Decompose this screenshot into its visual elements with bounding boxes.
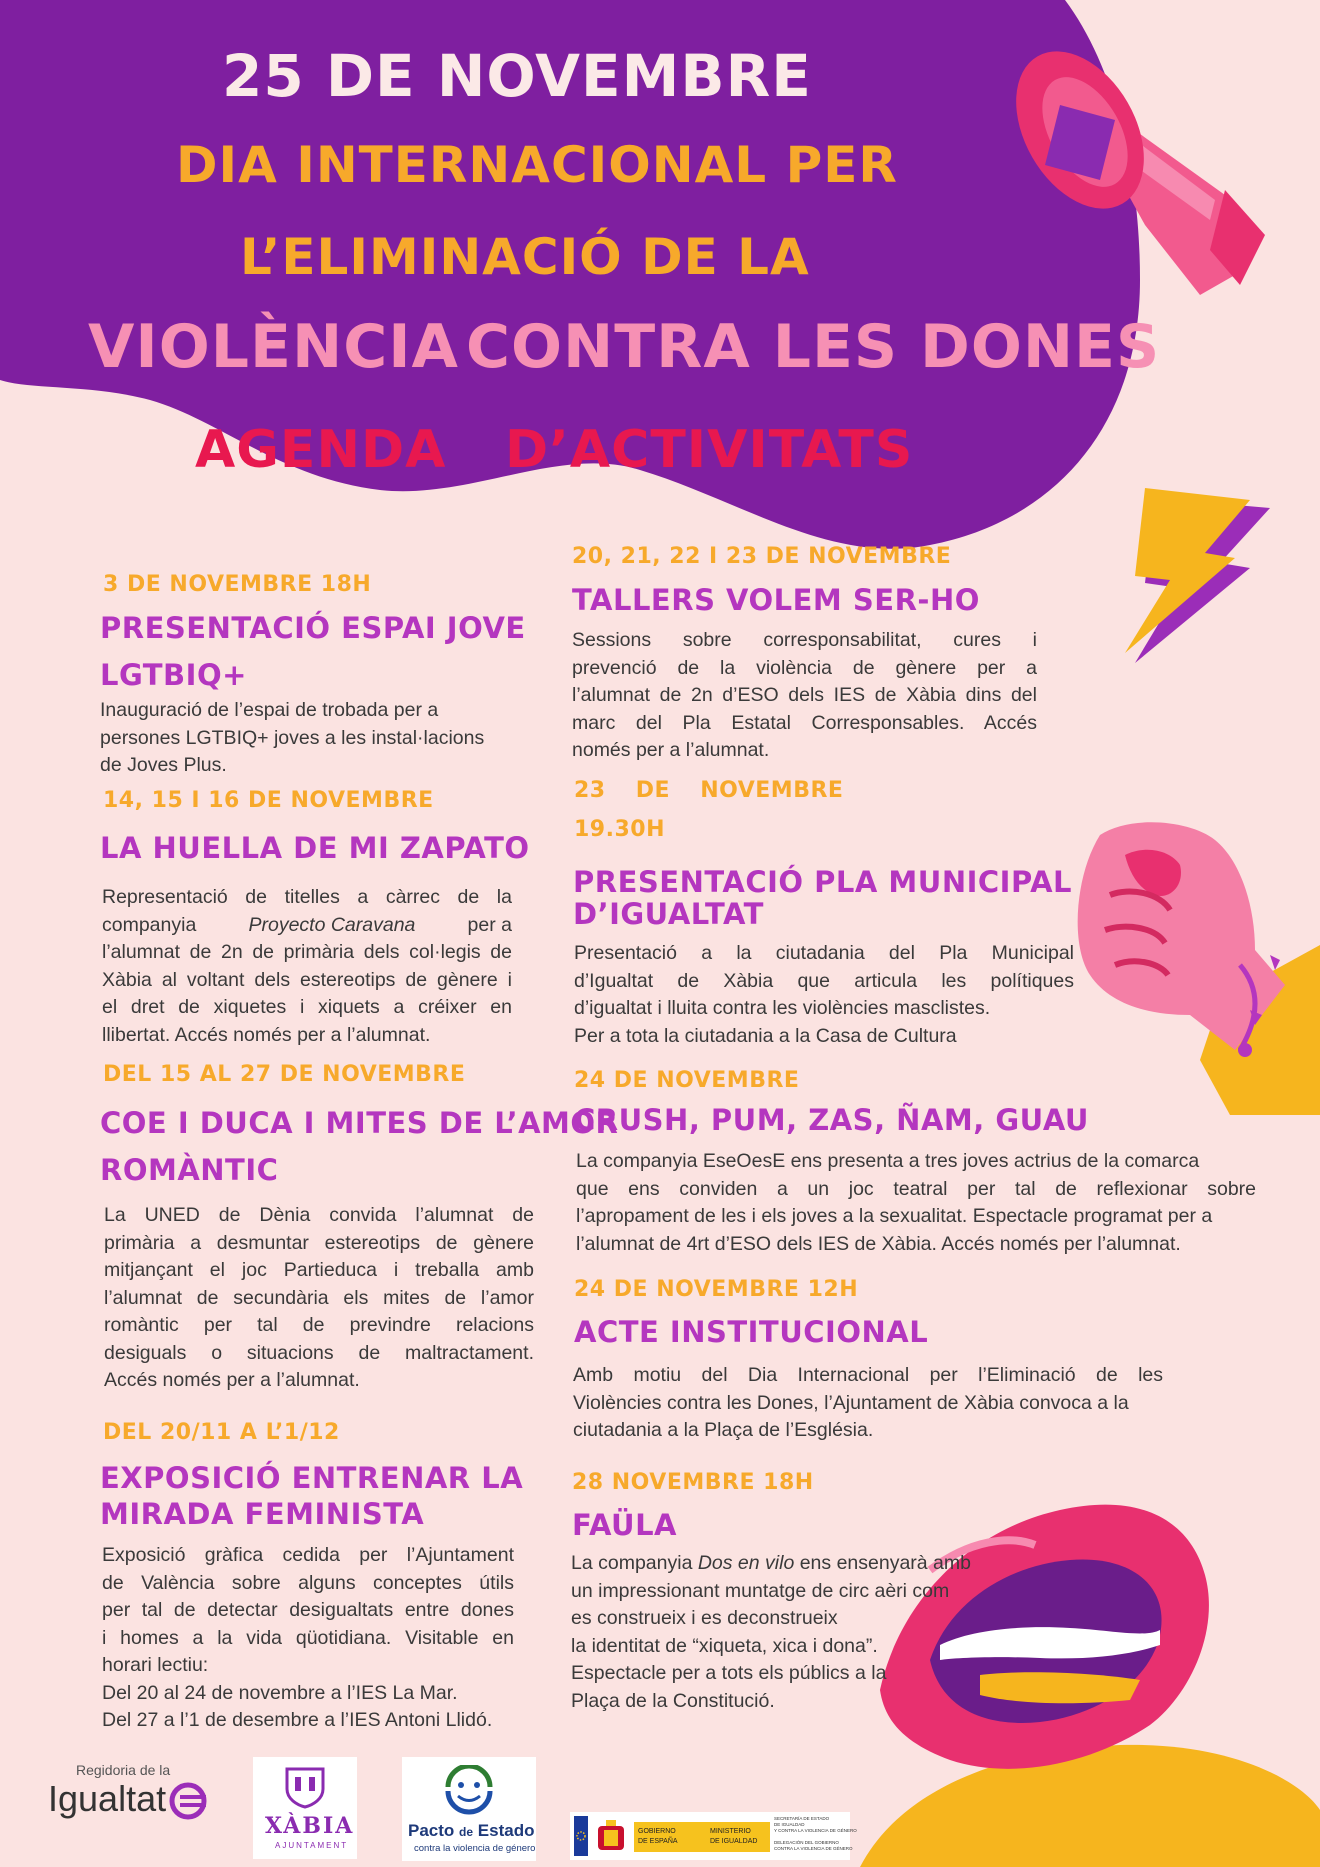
event-date: 24 DE NOVEMBRE (574, 1068, 800, 1093)
description-line: marc del Pla Estatal Corresponsables. Accés (572, 711, 1037, 734)
description-line: prevenció de la violència de gènere per a (572, 656, 1037, 679)
description-line: d’Igualtat de Xàbia que articula les polítiques (574, 969, 1074, 992)
eu-flag-icon (574, 1816, 588, 1856)
event-description (104, 1202, 534, 1395)
description-line: que ens conviden a un joc teatral per tal de reflexionar sobre (576, 1177, 1256, 1200)
description-line (102, 912, 512, 940)
description-line: Del 27 a l’1 de desembre a l’IES Antoni Llidó. (102, 1709, 493, 1731)
description-line: i homes a la vida qüotidiana. Visitable en (102, 1626, 514, 1649)
header-title-contra: CONTRA LES DONES (466, 312, 1161, 382)
logo-text: Pacto (408, 1821, 455, 1840)
event-date: 14, 15 I 16 DE NOVEMBRE (103, 788, 434, 813)
description-line: Accés només per a l’alumnat. (104, 1369, 360, 1391)
logo-text: DE ESPAÑA (638, 1838, 678, 1845)
header-title-line1: DIA INTERNACIONAL PER (176, 136, 898, 194)
logo-text: SECRETARÍA DE ESTADO (774, 1816, 830, 1821)
description-line: Per a tota la ciutadania a la Casa de Cultura (574, 1024, 957, 1047)
gobierno-espana-logo (570, 1812, 857, 1860)
pacto-smile-icon (440, 1765, 498, 1817)
header-title-violencia: VIOLÈNCIA (88, 312, 459, 382)
logo-text: Estado (477, 1821, 535, 1840)
event-date: DEL 20/11 A L’1/12 (103, 1420, 340, 1445)
company-name: Dos en vilo (697, 1552, 795, 1574)
event-date: 23 DE NOVEMBRE (574, 778, 844, 803)
description-line (571, 1550, 1011, 1578)
description-text: companyia (102, 913, 197, 936)
description-line: Del 20 al 24 de novembre a l’IES La Mar. (102, 1681, 458, 1704)
event-title: PRESENTACIÓ ESPAI JOVE (100, 611, 526, 645)
description-line: per tal de detectar desigualtats entre dones (102, 1599, 514, 1621)
logo-text: DE IGUALDAD (774, 1822, 805, 1827)
lightning-icon (1110, 488, 1285, 668)
event-title: ROMÀNTIC (100, 1153, 279, 1187)
description-line: horari lectiu: (102, 1654, 209, 1676)
description-line: llibertat. Accés només per a l’alumnat. (102, 1023, 431, 1046)
logo-text: XÀBIA (265, 1813, 355, 1839)
description-line: l’alumnat de 4rt d’ESO dels IES de Xàbia. Accés només per l’alumnat. (576, 1232, 1181, 1255)
event-description (102, 884, 512, 1049)
description-line: de València sobre alguns conceptes útils (102, 1571, 514, 1594)
description-line: només per a l’alumnat. (572, 739, 770, 761)
description-line: es construeix i es deconstrueix (571, 1607, 838, 1629)
event-description (573, 1362, 1163, 1445)
event-description (571, 1550, 1011, 1715)
logo-text (408, 1821, 534, 1841)
description-line: Representació de titelles a càrrec de la (102, 886, 512, 908)
description-text: La companyia (571, 1552, 698, 1574)
description-line: d’igualtat i lluita contra les violències masclistes. (574, 997, 991, 1019)
description-line: Sessions sobre corresponsabilitat, cures i (572, 629, 1037, 651)
description-line: persones LGTBIQ+ joves a les instal·lacions (100, 726, 485, 749)
event-title: PRESENTACIÓ PLA MUNICIPAL (573, 865, 1072, 899)
event-description (572, 627, 1037, 765)
header-title-line2: L’ELIMINACIÓ DE LA (240, 228, 810, 286)
description-line: Presentació a la ciutadania del Pla Municipal (574, 942, 1074, 964)
logo-text: de (459, 1825, 474, 1839)
event-description (576, 1148, 1256, 1258)
description-line: La UNED de Dènia convida l’alumnat de (104, 1204, 534, 1226)
xabia-shield-icon (283, 1765, 327, 1809)
description-line: mitjançant el joc Partieduca i treballa amb (104, 1259, 534, 1281)
description-line: Xàbia al voltant dels estereotips de gènere i (102, 968, 512, 991)
event-date: 28 NOVEMBRE 18H (572, 1470, 814, 1495)
megaphone-icon (995, 20, 1295, 310)
description-line: l’alumnat de 2n d’ESO dels IES de Xàbia dins del (572, 684, 1037, 706)
agenda-label: AGENDA (195, 420, 447, 480)
description-line: ciutadania a la Plaça de l’Església. (573, 1419, 874, 1441)
event-title: CRUSH, PUM, ZAS, ÑAM, GUAU (574, 1103, 1089, 1137)
gobierno-block (634, 1822, 700, 1852)
description-line: l’alumnat de secundària els mites de l’amor (104, 1286, 534, 1309)
logo-text: contra la violencia de género (414, 1843, 536, 1854)
event-description (102, 1542, 514, 1735)
activitats-label: D’ACTIVITATS (505, 420, 914, 480)
description-line: romàntic per tal de previndre relacions (104, 1314, 534, 1336)
logo-text: DE IGUALDAD (710, 1838, 758, 1845)
description-line: de Joves Plus. (100, 754, 227, 776)
event-title: EXPOSICIÓ ENTRENAR LA (100, 1461, 524, 1495)
logo-text: Igualtat (48, 1778, 167, 1819)
event-title: TALLERS VOLEM SER-HO (572, 583, 980, 617)
event-time: 19.30H (574, 817, 665, 842)
igualtat-symbol-icon (168, 1782, 210, 1820)
description-line: La companyia EseOesE ens presenta a tres joves actrius de la comarca (576, 1150, 1200, 1172)
description-line: la identitat de “xiqueta, xica i dona”. (571, 1634, 878, 1657)
logo-text: CONTRA LA VIOLENCIA DE GÉNERO (774, 1846, 853, 1851)
description-text: per a (467, 913, 512, 936)
event-title: LA HUELLA DE MI ZAPATO (100, 831, 530, 865)
event-date: 24 DE NOVEMBRE 12H (574, 1277, 859, 1302)
description-line: primària a desmuntar estereotips de gènere (104, 1231, 534, 1254)
description-line: un impressionant muntatge de circ aèri com (571, 1579, 950, 1602)
ministerio-block (700, 1822, 770, 1852)
logo-text: AJUNTAMENT (275, 1841, 349, 1850)
logo-text: Regidoria de la (76, 1762, 171, 1778)
event-description (574, 940, 1074, 1050)
description-line: l’alumnat de 2n de primària dels col·legis de (102, 941, 512, 963)
logo-text: MINISTERIO (710, 1828, 751, 1835)
event-title: D’IGUALTAT (573, 897, 764, 931)
description-line: Inauguració de l’espai de trobada per a (100, 699, 439, 721)
description-line: Espectacle per a tots els públics a la (571, 1662, 887, 1684)
coat-of-arms-icon (594, 1818, 628, 1854)
event-description (100, 697, 520, 780)
description-line: el dret de xiquetes i xiquets a créixer en (102, 996, 512, 1018)
regidoria-igualtat-logo (48, 1762, 228, 1842)
event-title: ACTE INSTITUCIONAL (574, 1315, 929, 1349)
logo-text: DELEGACIÓN DEL GOBIERNO (774, 1840, 839, 1845)
description-text: ens ensenyarà amb (794, 1552, 971, 1574)
description-line: l’apropament de les i els joves a la sexualitat. Espectacle programat per a (576, 1205, 1213, 1227)
description-line: desiguals o situacions de maltractament. (104, 1341, 534, 1364)
event-title: FAÜLA (572, 1508, 678, 1542)
xabia-logo (253, 1757, 357, 1859)
logo-text: GOBIERNO (638, 1828, 676, 1835)
logo-text: Y CONTRA LA VIOLENCIA DE GÉNERO (774, 1828, 857, 1833)
description-line: Violències contra les Dones, l’Ajuntament de Xàbia convoca a la (573, 1391, 1129, 1414)
event-date: DEL 15 AL 27 DE NOVEMBRE (103, 1062, 466, 1087)
pacto-estado-logo (402, 1757, 536, 1861)
event-title: LGTBIQ+ (100, 658, 247, 692)
secretaria-block (774, 1816, 857, 1858)
description-line: Plaça de la Constitució. (571, 1689, 775, 1712)
event-date: 3 DE NOVEMBRE 18H (103, 572, 372, 597)
description-line: Amb motiu del Dia Internacional per l’Eliminació de les (573, 1364, 1163, 1386)
fist-icon (1070, 815, 1320, 1115)
header-date: 25 DE NOVEMBRE (222, 42, 812, 110)
company-name: Proyecto Caravana (248, 913, 416, 936)
description-line: Exposició gràfica cedida per l’Ajuntament (102, 1544, 514, 1566)
event-title: COE I DUCA I MITES DE L’AMOR (100, 1106, 619, 1140)
event-date: 20, 21, 22 I 23 DE NOVEMBRE (572, 544, 952, 569)
event-title: MIRADA FEMINISTA (100, 1497, 425, 1531)
